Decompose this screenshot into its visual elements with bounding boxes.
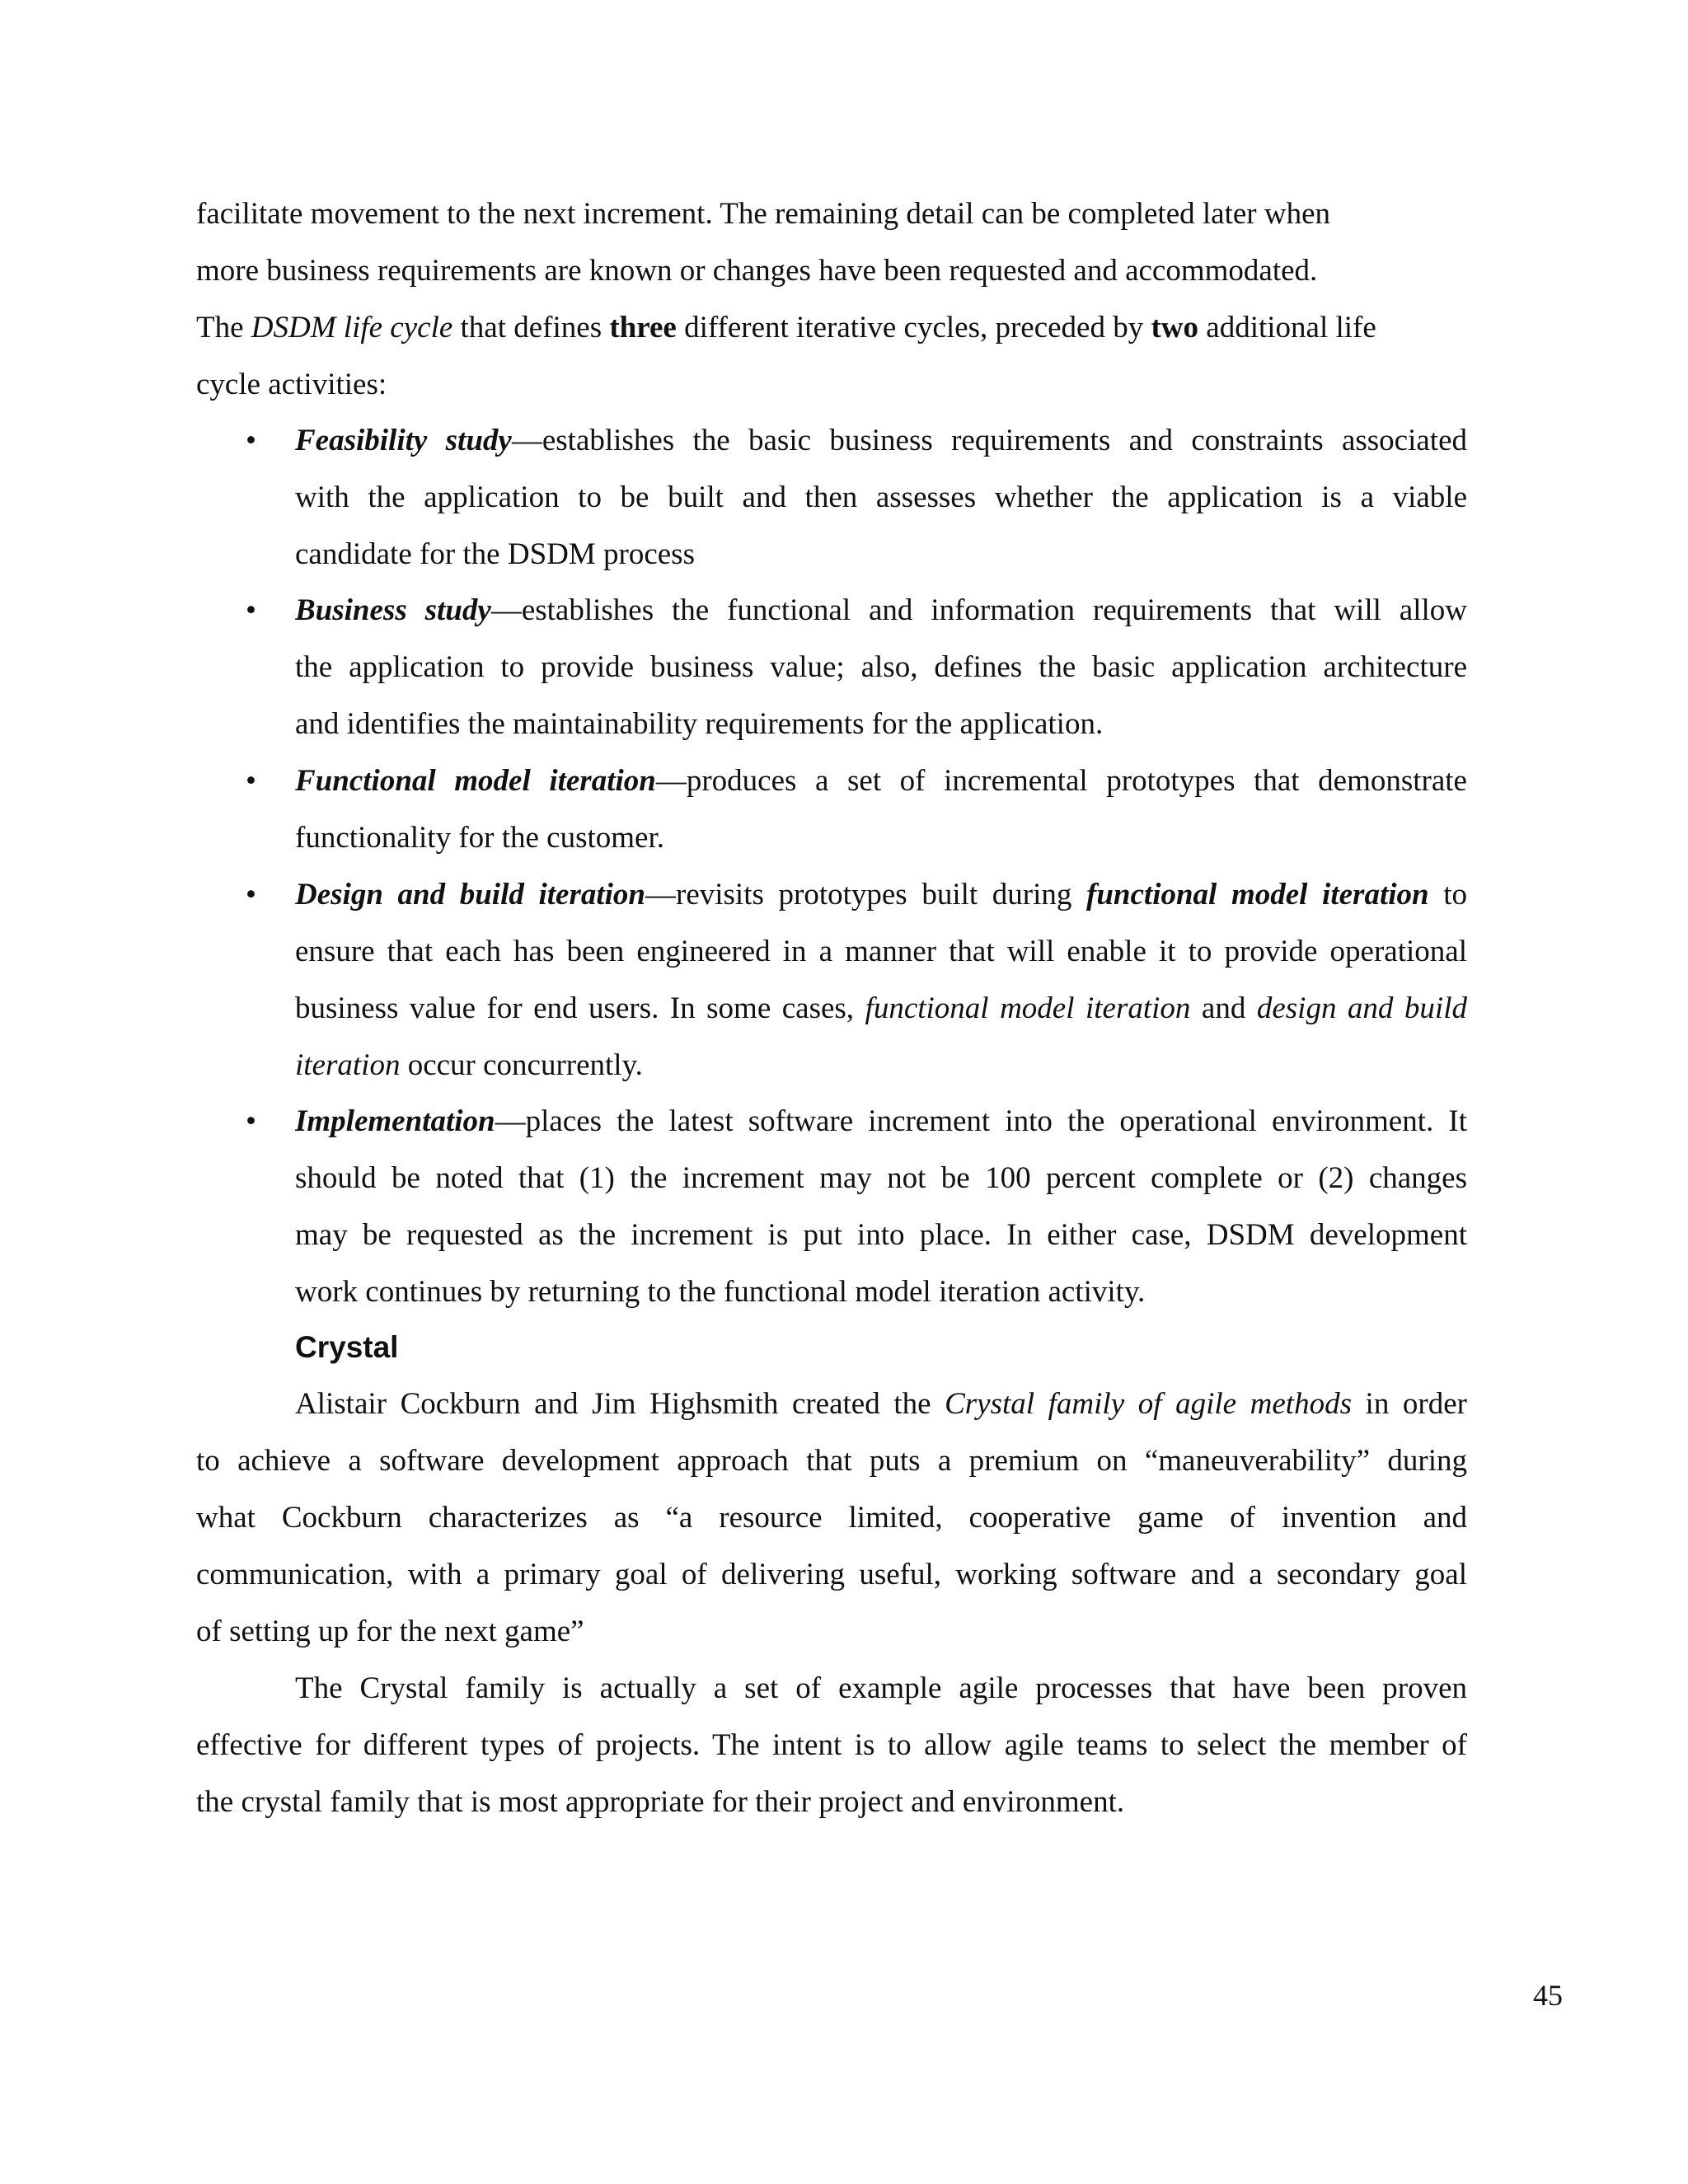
feasibility-line-2: with the application to be built and then assesses whether the application is a viable: [295, 480, 1467, 514]
design-line-1: [295, 873, 1467, 917]
business-line-3: and identifies the maintainability requirements for the application.: [295, 707, 1104, 741]
text-run: —places the latest software increment into the operational environment. It: [495, 1104, 1467, 1138]
implementation-line-1: [295, 1099, 1467, 1144]
crystal-p1-line-1: [295, 1382, 1467, 1427]
design-line-3: [295, 987, 1467, 1031]
text-run: business value for end users. In some cases,: [295, 991, 865, 1025]
crystal-p2-line-3: the crystal family that is most appropriate for their project and environment.: [196, 1785, 1125, 1819]
implementation-line-4: work continues by returning to the functional model iteration activity.: [295, 1275, 1146, 1309]
intro-line-1: facilitate movement to the next increment. The remaining detail can be completed later when: [196, 197, 1330, 231]
text-run: different iterative cycles, preceded by: [676, 311, 1151, 344]
functional-line-2: functionality for the customer.: [295, 821, 664, 855]
bullet-icon: •: [246, 424, 256, 457]
text-run: Alistair Cockburn and Jim Highsmith created the: [295, 1387, 945, 1421]
intro-line-2: more business requirements are known or changes have been requested and accommodated.: [196, 254, 1318, 288]
text-run: —establishes the basic business requirements and constraints associated: [511, 424, 1467, 457]
crystal-p2-line-2: effective for different types of projects. The intent is to allow agile teams to select the member of: [196, 1728, 1467, 1762]
business-line-1: [295, 588, 1467, 633]
text-run: and: [1190, 991, 1257, 1025]
page-number: 45: [1533, 1979, 1563, 2012]
text-run: additional life: [1198, 311, 1376, 344]
three-emphasis: three: [609, 311, 677, 344]
bullet-icon: •: [246, 764, 256, 798]
crystal-p2-line-1: The Crystal family is actually a set of example agile processes that have been proven: [295, 1671, 1467, 1705]
intro-line-3: [196, 306, 1376, 350]
design-line-4: [295, 1043, 643, 1088]
feasibility-term: Feasibility study: [295, 424, 512, 457]
text-run: occur concurrently.: [400, 1048, 643, 1082]
design-and-build-italic: design and build: [1256, 991, 1467, 1025]
crystal-p1-line-5: of setting up for the next game”: [196, 1615, 584, 1648]
text-run: in order: [1351, 1387, 1467, 1421]
crystal-p1-line-4: communication, with a primary goal of delivering useful, working software and a secondary goal: [196, 1558, 1467, 1591]
functional-model-iteration-italic: functional model iteration: [865, 991, 1191, 1025]
crystal-p1-line-2: to achieve a software development approach that puts a premium on “maneuverability” during: [196, 1444, 1467, 1478]
implementation-line-2: should be noted that (1) the increment may not be 100 percent complete or (2) changes: [295, 1161, 1467, 1195]
two-emphasis: two: [1151, 311, 1199, 344]
implementation-line-3: may be requested as the increment is put into place. In either case, DSDM development: [295, 1218, 1467, 1252]
text-run: —establishes the functional and information requirements that will allow: [490, 593, 1467, 627]
bullet-icon: •: [246, 878, 256, 912]
text-run: —produces a set of incremental prototypes that demonstrate: [655, 764, 1467, 798]
feasibility-line-1: [295, 419, 1467, 463]
functional-line-1: [295, 759, 1467, 804]
design-line-2: ensure that each has been engineered in a manner that will enable it to provide operational: [295, 935, 1467, 968]
crystal-heading: Crystal: [295, 1330, 399, 1364]
text-run: to: [1428, 878, 1467, 912]
implementation-term: Implementation: [295, 1104, 495, 1138]
text-run: —revisits prototypes built during: [645, 878, 1087, 912]
business-line-2: the application to provide business value; also, defines the basic application architecture: [295, 650, 1467, 684]
text-run: that defines: [452, 311, 610, 344]
crystal-p1-line-3: what Cockburn characterizes as “a resource limited, cooperative game of invention and: [196, 1501, 1467, 1535]
crystal-family-term: Crystal family of agile methods: [945, 1387, 1352, 1421]
text-run: The: [196, 311, 251, 344]
bullet-icon: •: [246, 593, 256, 627]
feasibility-line-3: candidate for the DSDM process: [295, 537, 695, 571]
functional-model-iteration-term: functional model iteration: [1086, 878, 1429, 912]
functional-term: Functional model iteration: [295, 764, 656, 798]
dsdm-life-cycle-term: DSDM life cycle: [251, 311, 453, 344]
intro-line-4: cycle activities:: [196, 368, 387, 401]
bullet-icon: •: [246, 1104, 256, 1138]
iteration-italic: iteration: [295, 1048, 401, 1082]
design-term: Design and build iteration: [295, 878, 645, 912]
business-term: Business study: [295, 593, 491, 627]
